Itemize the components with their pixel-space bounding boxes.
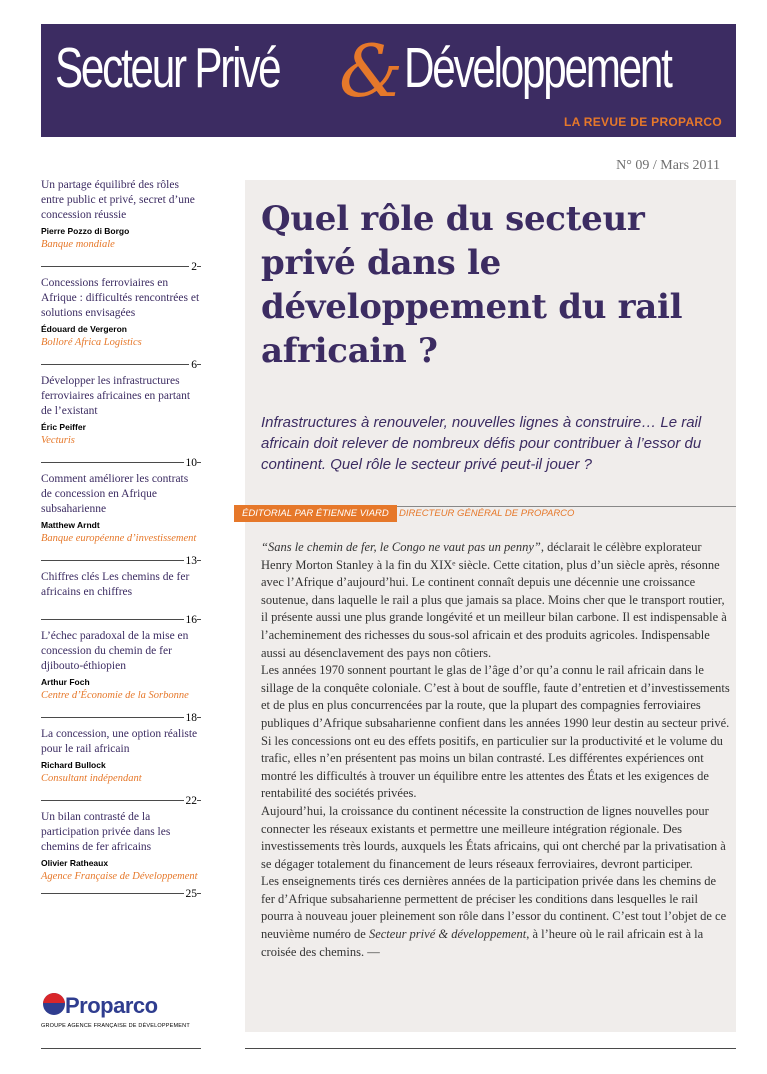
toc-entry[interactable] [41, 629, 201, 724]
stanley-quote: “Sans le chemin de fer, le Congo ne vaut pas un penny” [261, 540, 541, 554]
article-lede: Infrastructures à renouveler, nouvelles lignes à construire… Le rail africain doit relever de nombreux défis pour contribuer à l’essor du continent. Quel rôle le secteur privé peut-il jouer ? [261, 414, 702, 473]
article-body [261, 539, 732, 961]
toc-organization: Vecturis [41, 435, 75, 446]
toc-author: Arthur Foch [41, 677, 90, 687]
body-paragraph: Aujourd’hui, la croissance du continent nécessite la construction de lignes nouvelles pour connecter les réseaux existants et permettre une meilleure intégration régionale. Des investissements très lourds, auxquels les États africains, qui ont cherché par la privatisation à se dégager totalement du financement de leurs réseaux ferroviaires, devront participer. [261, 803, 726, 871]
body-paragraph [261, 539, 732, 662]
proparco-logo[interactable] [41, 993, 201, 1033]
toc-organization: Banque mondiale [41, 239, 115, 250]
toc-title: Chiffres clés Les chemins de fer africains en chiffres [41, 571, 190, 598]
toc-organization: Bolloré Africa Logistics [41, 337, 142, 348]
toc-page-number: 22 [185, 795, 197, 807]
toc-author: Olivier Ratheaux [41, 858, 109, 868]
masthead-ampersand: & [339, 29, 404, 113]
toc-page-number: 18 [185, 712, 197, 724]
paragraph-text: Les enseignements tirés ces dernières années de la participation privée dans les chemins de fer d’Afrique subsaharienne permettent de préciser les conditions dans lesquelles le rail pourra à nouveau jouer pleinement son rôle dans l’essor du continent. C’est tout l’objet de ce neuvième numéro de [261, 874, 727, 942]
toc-title: Un partage équilibré des rôles entre public et privé, secret d’une concession réussie [41, 179, 195, 221]
toc-organization: Centre d’Économie de la Sorbonne [41, 690, 189, 701]
table-of-contents [41, 178, 201, 903]
masthead-word-secteur-prive: Secteur Privé [55, 36, 280, 100]
paragraph-text: , déclarait le célèbre explorateur Henry Morton Stanley à la fin du XIXᵉ siècle. Cette citation, plus d’un siècle après, résonne avec l’Afrique d’aujourd’hui. Le continent connaît depuis une décennie une croissance soutenue, dans laquelle le rail a plus que jamais sa place. Moins cher que le transport routier, il présente aussi une plus grande longévité et un meilleur bilan carbone. Il est indispensable à l’acheminement des richesses du sous-sol africain et des produits agricoles. Indispensable aussi au désenclavement des pays non côtiers. [261, 540, 727, 660]
logo-name: Proparco [65, 993, 158, 1018]
editorial-tag: ÉDITORIAL PAR ÉTIENNE VIARD [234, 505, 397, 522]
toc-organization: Consultant indépendant [41, 773, 142, 784]
toc-entry[interactable] [41, 472, 201, 567]
toc-page-number: 16 [185, 614, 197, 626]
toc-page-number: 25 [185, 888, 197, 900]
toc-entry[interactable] [41, 178, 201, 273]
paragraph-text: , à l’heure où le rail africain est à la croisée des chemins. — [261, 927, 704, 959]
toc-title: Concessions ferroviaires en Afrique : difficultés rencontrées et solutions envisagées [41, 277, 200, 319]
article-headline: Quel rôle du secteur privé dans le développement du rail africain ? [261, 199, 683, 371]
toc-page-number: 13 [185, 555, 197, 567]
toc-title: Développer les infrastructures ferroviaires africaines en partant de l’existant [41, 375, 191, 417]
publication-title: Secteur privé & développement [368, 927, 527, 942]
toc-page-number: 2 [191, 261, 197, 273]
toc-page-number: 10 [185, 457, 197, 469]
toc-author: Pierre Pozzo di Borgo [41, 226, 130, 236]
editorial-role: DIRECTEUR GÉNÉRAL DE PROPARCO [399, 508, 575, 519]
toc-title: La concession, une option réaliste pour le rail africain [41, 728, 198, 755]
masthead-subtitle: LA REVUE DE PROPARCO [563, 115, 722, 129]
toc-title: Un bilan contrasté de la participation privée dans les chemins de fer africains [41, 811, 171, 853]
toc-title: Comment améliorer les contrats de concession en Afrique subsaharienne [41, 473, 189, 515]
toc-entry[interactable] [41, 810, 201, 900]
toc-author: Édouard de Vergeron [41, 324, 127, 334]
toc-title: L’échec paradoxal de la mise en concession du chemin de fer djibouto-éthiopien [41, 630, 189, 672]
sidebar-divider [41, 1048, 201, 1049]
toc-author: Richard Bullock [41, 760, 106, 770]
toc-organization: Banque européenne d’investissement [41, 533, 197, 544]
issue-number: N° 09 / Mars 2011 [616, 158, 720, 173]
toc-entry[interactable] [41, 276, 201, 371]
toc-author: Éric Peiffer [41, 422, 86, 432]
footer-divider [245, 1048, 736, 1049]
body-paragraph: Les années 1970 sonnent pourtant le glas de l’âge d’or qu’a connu le rail africain dans le sillage de la conquête coloniale. C’est à bout de souffle, faute d’entretien et d’investissements et de plus en plus concurrencées par la route, que la plupart des compagnies ferroviaires publiques d’Afrique subsaharienne confient dans les années 1990 leur destin au secteur privé. [261, 663, 730, 730]
body-paragraph [261, 873, 732, 961]
masthead-banner [41, 24, 736, 137]
toc-entry[interactable] [41, 727, 201, 807]
masthead-word-developpement: Développement [404, 36, 671, 100]
article-panel [242, 180, 736, 1032]
toc-entry[interactable] [41, 570, 201, 626]
proparco-logo-icon [43, 993, 65, 1015]
body-paragraph: Si les concessions ont eu des effets positifs, en particulier sur la productivité et le volume du trafic, elles n’en présentent pas moins un bilan contrasté. Les différentes expériences ont montré les difficultés à trouver un équilibre entre les attentes des États et les exigences de rentabilité des sociétés privées. [261, 733, 723, 801]
toc-entry[interactable] [41, 374, 201, 469]
logo-subtitle: GROUPE AGENCE FRANÇAISE DE DÉVELOPPEMENT [41, 1023, 190, 1029]
toc-author: Matthew Arndt [41, 520, 100, 530]
toc-page-number: 6 [191, 359, 197, 371]
toc-organization: Agence Française de Développement [41, 871, 198, 882]
